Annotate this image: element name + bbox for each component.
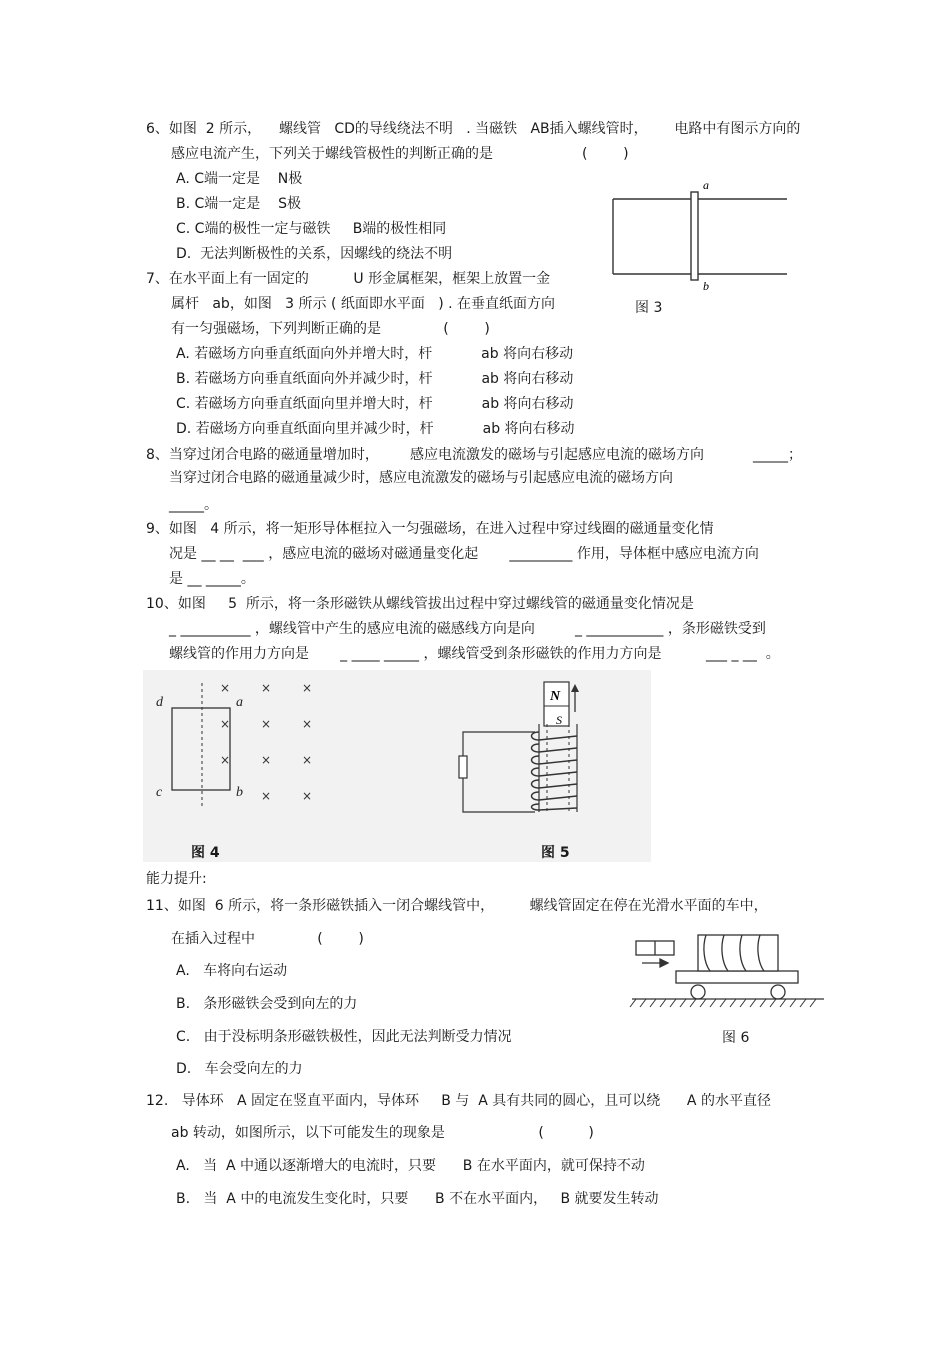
q6-line2: 感应电流产生，下列关于螺线管极性的判断正确的是 ( ) [171, 146, 629, 162]
fig4-label-a: a [236, 695, 243, 710]
q10-line2: _ __________ ，螺线管中产生的感应电流的磁感线方向是向 _ ___________ ，条形磁铁受到 [169, 621, 766, 637]
q7-option-c: C. 若磁场方向垂直纸面向里并增大时，杆 ab 将向右移动 [176, 396, 574, 412]
fig5-label-n: N [550, 689, 561, 704]
q8-line3: _____。 [169, 497, 218, 513]
figure-6-caption: 图 6 [722, 1030, 750, 1046]
figure-5-diagram [455, 678, 595, 823]
q12-option-b: B. 当 A 中的电流发生变化时，只要 B 不在水平面内， B 就要发生转动 [176, 1191, 659, 1207]
q6-option-c: C. C端的极性一定与磁铁 B端的极性相同 [176, 221, 447, 237]
fig5-label-s: S [556, 713, 562, 727]
field-mark: × [220, 681, 231, 695]
figure-3-caption: 图 3 [635, 300, 663, 316]
q12-line2: ab 转动，如图所示，以下可能发生的现象是 ( ) [171, 1125, 594, 1141]
field-mark: × [261, 717, 272, 731]
q7-option-a: A. 若磁场方向垂直纸面向外并增大时，杆 ab 将向右移动 [176, 346, 574, 362]
q10-line3: 螺线管的作用力方向是 _ ____ _____ ，螺线管受到条形磁铁的作用力方向是 ___ _ __ 。 [169, 646, 780, 662]
fig4-label-c: c [156, 785, 163, 800]
q6-option-a: A. C端一定是 N极 [176, 171, 303, 187]
q6-option-b: B. C端一定是 S极 [176, 196, 301, 212]
field-mark: × [302, 717, 313, 731]
figure-5-caption: 图 5 [541, 845, 570, 861]
q11-option-c: C. 由于没标明条形磁铁极性，因此无法判断受力情况 [176, 1029, 512, 1045]
q11-option-a: A. 车将向右运动 [176, 963, 288, 979]
q11-option-d: D. 车会受向左的力 [176, 1061, 303, 1077]
fig4-label-d: d [156, 695, 163, 710]
field-mark: × [261, 789, 272, 803]
figure-4-caption: 图 4 [191, 845, 220, 861]
q10-line1: 10、如图 5 所示，将一条形磁铁从螺线管拔出过程中穿过螺线管的磁通量变化情况是 [146, 596, 694, 612]
q7-option-d: D. 若磁场方向垂直纸面向里并减少时，杆 ab 将向右移动 [176, 421, 575, 437]
q11-line1: 11、如图 6 所示，将一条形磁铁插入一闭合螺线管中， 螺线管固定在停在光滑水平面的车中， [146, 898, 768, 914]
q7-line1: 7、在水平面上有一固定的 U 形金属框架，框架上放置一金 [146, 271, 551, 287]
fig3-label-a: a [703, 178, 709, 192]
field-mark: × [302, 681, 313, 695]
q8-line1: 8、当穿过闭合电路的磁通量增加时， 感应电流激发的磁场与引起感应电流的磁场方向 _____； [146, 447, 803, 463]
q12-option-a: A. 当 A 中通以逐渐增大的电流时，只要 B 在水平面内，就可保持不动 [176, 1158, 645, 1174]
q11-option-b: B. 条形磁铁会受到向左的力 [176, 996, 358, 1012]
q8-line2: 当穿过闭合电路的磁通量减少时，感应电流激发的磁场与引起感应电流的磁场方向 [169, 470, 673, 486]
q7-line2: 属杆 ab，如图 3 所示 ( 纸面即水平面 ) . 在垂直纸面方向 [171, 296, 556, 312]
field-mark: × [220, 717, 231, 731]
fig4-label-b: b [236, 785, 243, 800]
field-mark: × [302, 753, 313, 767]
q9-line1: 9、如图 4 所示，将一矩形导体框拉入一匀强磁场，在进入过程中穿过线圈的磁通量变化情 [146, 521, 714, 537]
field-mark: × [220, 753, 231, 767]
field-mark: × [302, 789, 313, 803]
q6-option-d: D. 无法判断极性的关系，因螺线的绕法不明 [176, 246, 453, 262]
q9-line3: 是 __ _____。 [169, 571, 255, 587]
fig3-label-b: b [703, 279, 709, 293]
field-mark: × [261, 753, 272, 767]
q7-line3: 有一匀强磁场，下列判断正确的是 ( ) [171, 321, 490, 337]
q9-line2: 况是 __ __ ___ ，感应电流的磁场对磁通量变化起 _________ 作用，导体框中感应电流方向 [169, 546, 759, 562]
q7-option-b: B. 若磁场方向垂直纸面向外并减少时，杆 ab 将向右移动 [176, 371, 574, 387]
section-title: 能力提升: [146, 871, 207, 887]
figure-4-diagram [150, 675, 330, 825]
q6-line1: 6、如图 2 所示， 螺线管 CD的导线绕法不明 . 当磁铁 AB插入螺线管时， 电路中有图示方向的 [146, 121, 801, 137]
q12-line1: 12. 导体环 A 固定在竖直平面内，导体环 B 与 A 具有共同的圆心，且可以绕 A 的水平直径 [146, 1093, 771, 1109]
figure-6-diagram [628, 925, 828, 1013]
q11-line2: 在插入过程中 ( ) [171, 931, 364, 947]
figure-3-diagram [605, 178, 795, 293]
field-mark: × [261, 681, 272, 695]
